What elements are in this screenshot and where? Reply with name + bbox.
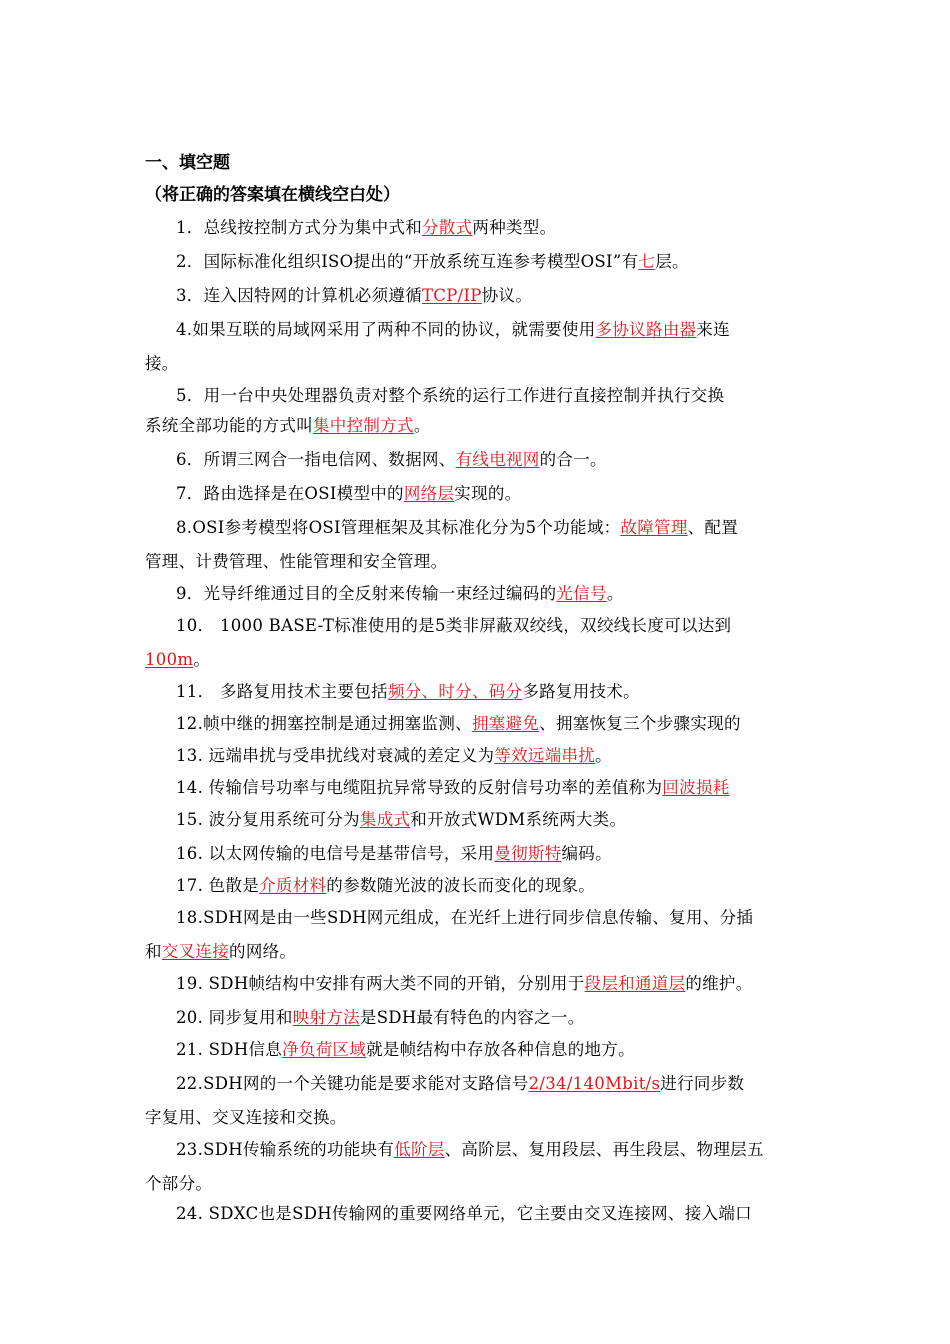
question-line <box>176 480 841 504</box>
question-text: 10． 1000 BASE-T标准使用的是5类非屏蔽双绞线，双绞线长度可以达到 <box>176 616 732 635</box>
question-text: 11． 多路复用技术主要包括 <box>176 682 388 701</box>
answer-text: 100m <box>145 650 194 669</box>
question-line <box>145 1170 810 1194</box>
question-line <box>176 774 841 798</box>
question-text: 字复用、交叉连接和交换。 <box>145 1108 347 1127</box>
question-text-end: 层。 <box>655 252 689 271</box>
question-text-end: 。 <box>413 416 431 435</box>
question-text-end: 、高阶层、复用段层、再生段层、物理层五 <box>444 1140 764 1159</box>
answer-text: 多协议路由器 <box>595 320 697 339</box>
question-text: 13. 远端串扰与受串扰线对衰减的差定义为 <box>176 746 495 765</box>
answer-text: 等效远端串扰 <box>494 746 596 765</box>
answer-text: 光信号 <box>556 584 607 603</box>
question-line <box>176 580 841 604</box>
question-text: 14. 传输信号功率与电缆阻抗异常导致的反射信号功率的差值称为 <box>176 778 663 797</box>
question-line <box>176 612 841 636</box>
question-text: 3．连入因特网的计算机必须遵循 <box>176 286 422 305</box>
answer-text: TCP/IP <box>422 286 482 305</box>
question-text-end: 。 <box>193 650 211 669</box>
answer-text: 故障管理 <box>620 518 688 537</box>
answer-text: 段层和通道层 <box>584 974 686 993</box>
question-line <box>176 872 841 896</box>
question-text: 7．路由选择是在OSI模型中的 <box>176 484 404 503</box>
question-text-end: 来连 <box>696 320 730 339</box>
question-text: 15. 波分复用系统可分为 <box>176 810 360 829</box>
question-text-end: 、配置 <box>687 518 739 537</box>
question-line <box>176 1136 841 1160</box>
question-text-end: 进行同步数 <box>660 1074 745 1093</box>
question-text: 1．总线按控制方式分为集中式和 <box>176 218 422 237</box>
question-line <box>145 938 810 962</box>
question-text-end: 编码。 <box>561 844 612 863</box>
question-line <box>145 548 810 572</box>
answer-text: 网络层 <box>403 484 455 503</box>
question-text-end: 的合一。 <box>539 450 607 469</box>
question-text: 23.SDH传输系统的功能块有 <box>176 1140 395 1159</box>
question-text: 19. SDH帧结构中安排有两大类不同的开销，分别用于 <box>176 974 585 993</box>
answer-text: 拥塞避免 <box>471 714 540 733</box>
answer-text: 分散式 <box>422 218 473 237</box>
question-text-end: 就是帧结构中存放各种信息的地方。 <box>366 1040 635 1059</box>
question-text: 接。 <box>145 354 179 373</box>
question-line <box>145 646 810 670</box>
question-text: 18.SDH网是由一些SDH网元组成，在光纤上进行同步信息传输、复用、分插 <box>176 908 754 927</box>
question-text: 个部分。 <box>145 1174 213 1193</box>
question-text: 系统全部功能的方式叫 <box>145 416 313 435</box>
question-text: 2．国际标准化组织ISO提出的“开放系统互连参考模型OSI”有 <box>176 252 639 271</box>
question-text: 和 <box>145 942 162 961</box>
instruction-text: （将正确的答案填在横线空白处） <box>145 185 400 205</box>
question-text: 24. SDXC也是SDH传输网的重要网络单元，它主要由交叉连接网、接入端口 <box>176 1204 752 1223</box>
question-text: 6．所谓三网合一指电信网、数据网、 <box>176 450 456 469</box>
question-text: 8.OSI参考模型将OSI管理框架及其标准化分为5个功能域： <box>176 518 621 537</box>
answer-text: 有线电视网 <box>455 450 540 469</box>
question-line <box>176 1070 841 1094</box>
answer-text: 净负荷区域 <box>282 1040 367 1059</box>
question-text-end: 。 <box>595 746 612 765</box>
answer-text: 介质材料 <box>259 876 327 895</box>
question-line <box>176 710 841 734</box>
question-text-end: 的参数随光波的波长而变化的现象。 <box>326 876 596 895</box>
question-line <box>176 282 841 306</box>
question-line <box>176 1036 841 1060</box>
question-line <box>176 1200 841 1224</box>
answer-text: 映射方法 <box>292 1008 360 1027</box>
question-text-end: 和开放式WDM系统两大类。 <box>410 810 627 829</box>
question-line <box>176 678 841 702</box>
question-line <box>176 970 841 994</box>
question-text-end: 多路复用技术。 <box>522 682 640 701</box>
question-line <box>176 514 841 538</box>
answer-text: 集中控制方式 <box>313 416 414 435</box>
question-line <box>176 806 841 830</box>
answer-text: 七 <box>638 252 656 271</box>
question-line <box>176 904 841 928</box>
question-text-end: 的维护。 <box>685 974 753 993</box>
answer-text: 交叉连接 <box>161 942 230 961</box>
question-line <box>176 446 841 470</box>
question-line <box>176 214 841 238</box>
question-line <box>176 248 841 272</box>
question-text-end: 是SDH最有特色的内容之一。 <box>359 1008 585 1027</box>
question-text: 9．光导纤维通过目的全反射来传输一束经过编码的 <box>176 584 557 603</box>
question-text: 管理、计费管理、性能管理和安全管理。 <box>145 552 448 571</box>
question-line <box>145 1104 810 1128</box>
question-line <box>176 316 841 340</box>
question-line <box>176 382 841 406</box>
question-line <box>176 1004 841 1028</box>
question-line <box>176 840 841 864</box>
question-text-end: 。 <box>606 584 624 603</box>
answer-text: 低阶层 <box>394 1140 445 1159</box>
question-text: 16. 以太网传输的电信号是基带信号，采用 <box>176 844 495 863</box>
question-line <box>145 412 810 436</box>
answer-text: 2/34/140Mbit/s <box>528 1074 661 1093</box>
question-text: 4.如果互联的局域网采用了两种不同的协议，就需要使用 <box>176 320 596 339</box>
question-text-end: 两种类型。 <box>472 218 557 237</box>
answer-text: 曼彻斯特 <box>494 844 562 863</box>
question-line <box>176 742 841 766</box>
question-text-end: 、拥塞恢复三个步骤实现的 <box>539 714 741 733</box>
question-text: 12.帧中继的拥塞控制是通过拥塞监测、 <box>176 714 472 733</box>
question-text: 22.SDH网的一个关键功能是要求能对支路信号 <box>176 1074 529 1093</box>
question-text: 20. 同步复用和 <box>176 1008 293 1027</box>
question-text: 5．用一台中央处理器负责对整个系统的运行工作进行直接控制并执行交换 <box>176 386 725 405</box>
question-text: 21. SDH信息 <box>176 1040 283 1059</box>
question-text-end: 实现的。 <box>454 484 522 503</box>
answer-text: 集成式 <box>359 810 411 829</box>
question-text-end: 协议。 <box>481 286 533 305</box>
question-line <box>145 350 810 374</box>
question-text-end: 的网络。 <box>229 942 297 961</box>
section-title: 一、填空题 <box>145 153 230 173</box>
answer-text: 回波损耗 <box>662 778 730 797</box>
question-text: 17. 色散是 <box>176 876 260 895</box>
answer-text: 频分、时分、码分 <box>387 682 523 701</box>
